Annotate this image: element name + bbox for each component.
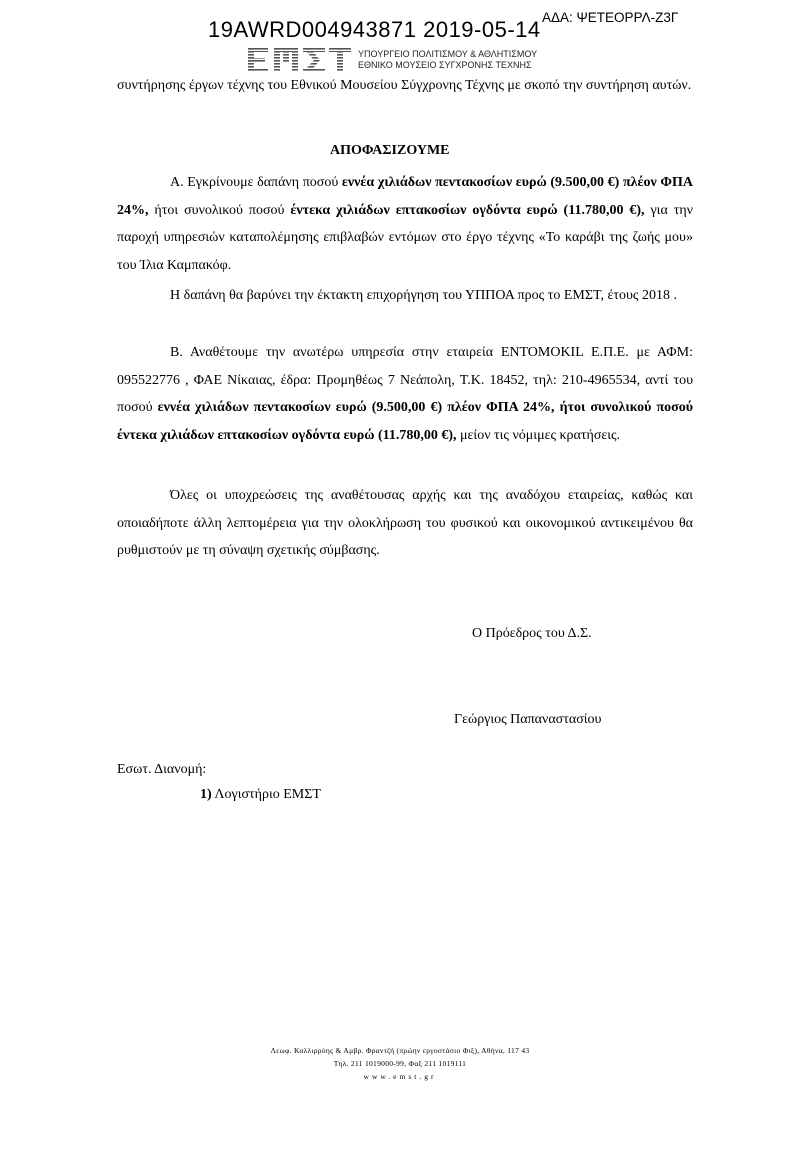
para-b-text-1: Β. Αναθέτουμε την ανωτέρω υπηρεσία στην εταιρεία ENTOMOKIL Ε.Π.Ε. με ΑΦΜ: 095522776 , ΦΑΕ Νίκαιας, έδρα: Προμηθέως 7 Νεάπολη, Τ.Κ. 18452, τηλ: 210-4965534, αντί του ποσού: [117, 345, 693, 415]
emst-logo-mark: [248, 48, 352, 72]
footer-website: www.emst.gr: [363, 1072, 437, 1081]
paragraph-a: [117, 169, 693, 279]
distribution-item-number: 1): [200, 787, 212, 802]
para-a-text-1: Α. Εγκρίνουμε δαπάνη ποσού: [170, 175, 342, 190]
para-a-text-3: για την παροχή υπηρεσιών καταπολέμησης επιβλαβών εντόμων στο έργο τέχνης «Το καράβι της ζωής μου» του Ίλια Καμπακόφ.: [117, 202, 694, 273]
page-footer: [0, 1044, 800, 1083]
footer-phone: Τηλ. 211 1019000-99, Φαξ 211 1019111: [333, 1059, 467, 1068]
paragraph-expense: Η δαπάνη θα βαρύνει την έκτακτη επιχορήγηση του ΥΠΠΟΑ προς το ΕΜΣΤ, έτους 2018 .: [170, 288, 677, 303]
signatory-role: Ο Πρόεδρος του Δ.Σ.: [472, 626, 592, 641]
protocol-stamp: 19AWRD004943871 2019-05-14: [208, 17, 541, 42]
para-a-bold-2: έντεκα χιλιάδων επτακοσίων ογδόντα ευρώ (11.780,00 €),: [290, 202, 645, 218]
header-org-lines: [358, 49, 537, 71]
distribution-item: [200, 787, 321, 803]
para-b-text-2: μείον τις νόμιμες κρατήσεις.: [456, 427, 621, 443]
distribution-item-name: Λογιστήριο ΕΜΣΤ: [214, 787, 321, 802]
footer-address: Λεωφ. Καλλιρρόης & Αμβρ. Φραντζή (πρώην εργοστάσιο Φιξ), Αθήνα, 117 43: [270, 1046, 530, 1055]
distribution-label: Εσωτ. Διανομή:: [117, 762, 207, 777]
intro-paragraph: συντήρησης έργων τέχνης του Εθνικού Μουσείου Σύγχρονης Τέχνης με σκοπό την συντήρηση αυτών.: [117, 78, 692, 93]
ada-code: ΑΔΑ: ΨΕΤΕΟΡΡΛ-Ζ3Γ: [542, 10, 679, 25]
para-b-bold-1: εννέα χιλιάδων πεντακοσίων ευρώ (9.500,00 €) πλέον ΦΠΑ 24%, ήτοι συνολικού ποσού έντεκα χιλιάδων επτακοσίων ογδόντα ευρώ (11.780,00 €),: [117, 400, 693, 443]
emst-logo: [248, 48, 352, 72]
decision-heading: ΑΠΟΦΑΣΙΖΟΥΜΕ: [330, 143, 450, 158]
para-a-bold-1: εννέα χιλιάδων πεντακοσίων ευρώ (9.500,00 €) πλέον ΦΠΑ 24%,: [117, 175, 693, 218]
ministry-name: ΥΠΟΥΡΓΕΙΟ ΠΟΛΙΤΙΣΜΟΥ & ΑΘΛΗΤΙΣΜΟΥ: [358, 49, 538, 59]
paragraph-obligations: Όλες οι υποχρεώσεις της αναθέτουσας αρχής και της αναδόχου εταιρείας, καθώς και οποιαδήποτε άλλη λεπτομέρεια για την ολοκλήρωση του φυσικού και οικονομικού αντικειμένου θα ρυθμιστούν με τη σύναψη σχετικής σύμβασης.: [117, 488, 693, 558]
museum-name: ΕΘΝΙΚΟ ΜΟΥΣΕΙΟ ΣΥΓΧΡΟΝΗΣ ΤΕΧΝΗΣ: [358, 60, 532, 70]
paragraph-b: [117, 339, 693, 449]
signatory-name: Γεώργιος Παπαναστασίου: [454, 712, 602, 727]
para-a-text-2: ήτοι συνολικού ποσού: [148, 202, 291, 218]
